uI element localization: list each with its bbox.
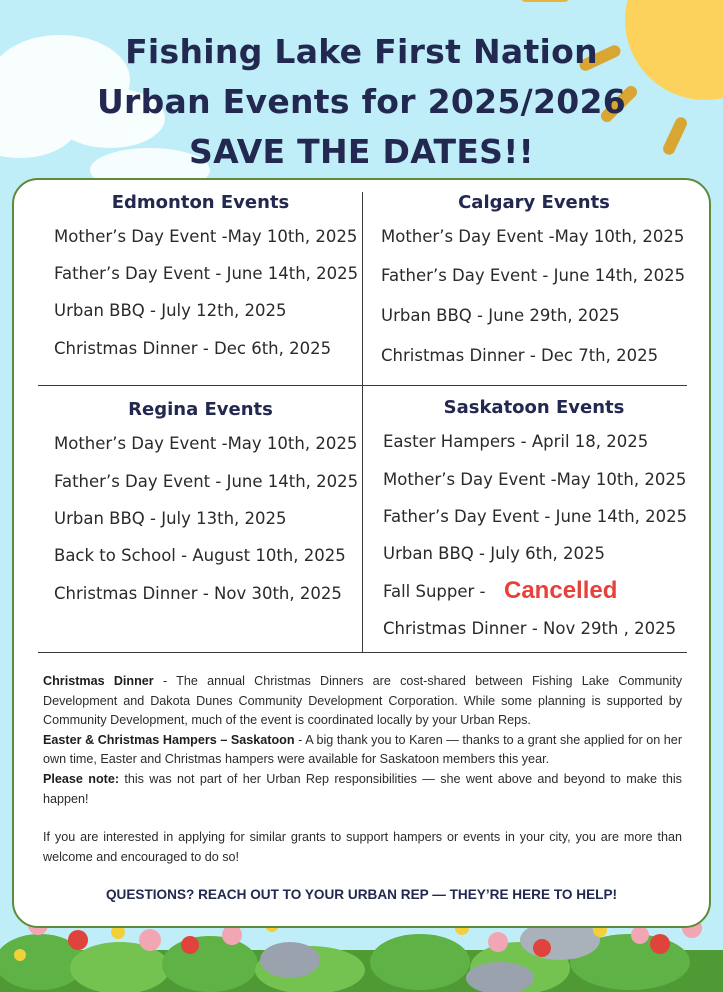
saskatoon-heading: Saskatoon Events (443, 397, 625, 418)
title-line-2: Urban Events for 2025/2026 (96, 82, 627, 121)
saskatoon-event: Easter Hampers - April 18, 2025 (383, 432, 649, 451)
xmas-note (43, 672, 682, 731)
questions-callout: QUESTIONS? REACH OUT TO YOUR URBAN REP — THEY’RE HERE TO HELP! (105, 887, 618, 902)
grants-note: If you are interested in applying for similar grants to support hampers or events in your city, you are more than welcome and encouraged to do so! (43, 830, 682, 864)
saskatoon-event: Father’s Day Event - June 14th, 2025 (383, 507, 688, 526)
xmas-note-text: - The annual Christmas Dinners are cost-shared between Fishing Lake Community Development and Dakota Dunes Community Development Corporation. While some planning is supported by Community Development, much of the event is coordinated locally by your Urban Reps. (43, 674, 683, 728)
edmonton-event: Father’s Day Event - June 14th, 2025 (54, 264, 359, 283)
cancelled-label: Cancelled (504, 577, 618, 604)
saskatoon-event: Christmas Dinner - Nov 29th , 2025 (383, 619, 677, 638)
regina-event: Christmas Dinner - Nov 30th, 2025 (54, 584, 342, 603)
calgary-event: Christmas Dinner - Dec 7th, 2025 (381, 346, 659, 365)
xmas-note-label: Christmas Dinner (43, 674, 154, 688)
regina-event: Back to School - August 10th, 2025 (54, 546, 346, 565)
calgary-event: Urban BBQ - June 29th, 2025 (381, 306, 620, 325)
edmonton-event: Mother’s Day Event -May 10th, 2025 (54, 227, 358, 246)
regina-event: Father’s Day Event - June 14th, 2025 (54, 472, 359, 491)
calgary-heading: Calgary Events (458, 192, 610, 213)
saskatoon-event: Mother’s Day Event -May 10th, 2025 (383, 470, 687, 489)
please-note (43, 770, 682, 809)
notes-section (43, 672, 682, 867)
section-divider-left (38, 652, 363, 653)
hampers-note-label: Easter & Christmas Hampers – Saskatoon (43, 732, 295, 747)
saskatoon-event: Urban BBQ - July 6th, 2025 (383, 544, 606, 563)
row-divider (38, 385, 687, 386)
edmonton-event: Urban BBQ - July 12th, 2025 (54, 301, 287, 320)
regina-event: Urban BBQ - July 13th, 2025 (54, 509, 287, 528)
regina-heading: Regina Events (128, 399, 273, 420)
column-divider (362, 192, 363, 652)
regina-event: Mother’s Day Event -May 10th, 2025 (54, 434, 358, 453)
please-note-label: Please note: (43, 771, 120, 786)
title-line-3: SAVE THE DATES!! (189, 132, 534, 171)
hampers-note (43, 731, 682, 770)
edmonton-event: Christmas Dinner - Dec 6th, 2025 (54, 339, 332, 358)
hampers-note-text: - A big thank you to Karen — thanks to a grant she applied for on her own time, Easter and Christmas hampers were available for Saskatoon members this year. (43, 732, 683, 767)
section-divider-right (363, 652, 687, 653)
calgary-event: Mother’s Day Event -May 10th, 2025 (381, 227, 685, 246)
edmonton-heading: Edmonton Events (111, 192, 290, 213)
please-note-text: this was not part of her Urban Rep responsibilities — she went above and beyond to make this happen! (43, 771, 682, 806)
calgary-event: Father’s Day Event - June 14th, 2025 (381, 266, 686, 285)
title-line-1: Fishing Lake First Nation (125, 32, 598, 71)
saskatoon-event: Fall Supper - (383, 582, 486, 601)
